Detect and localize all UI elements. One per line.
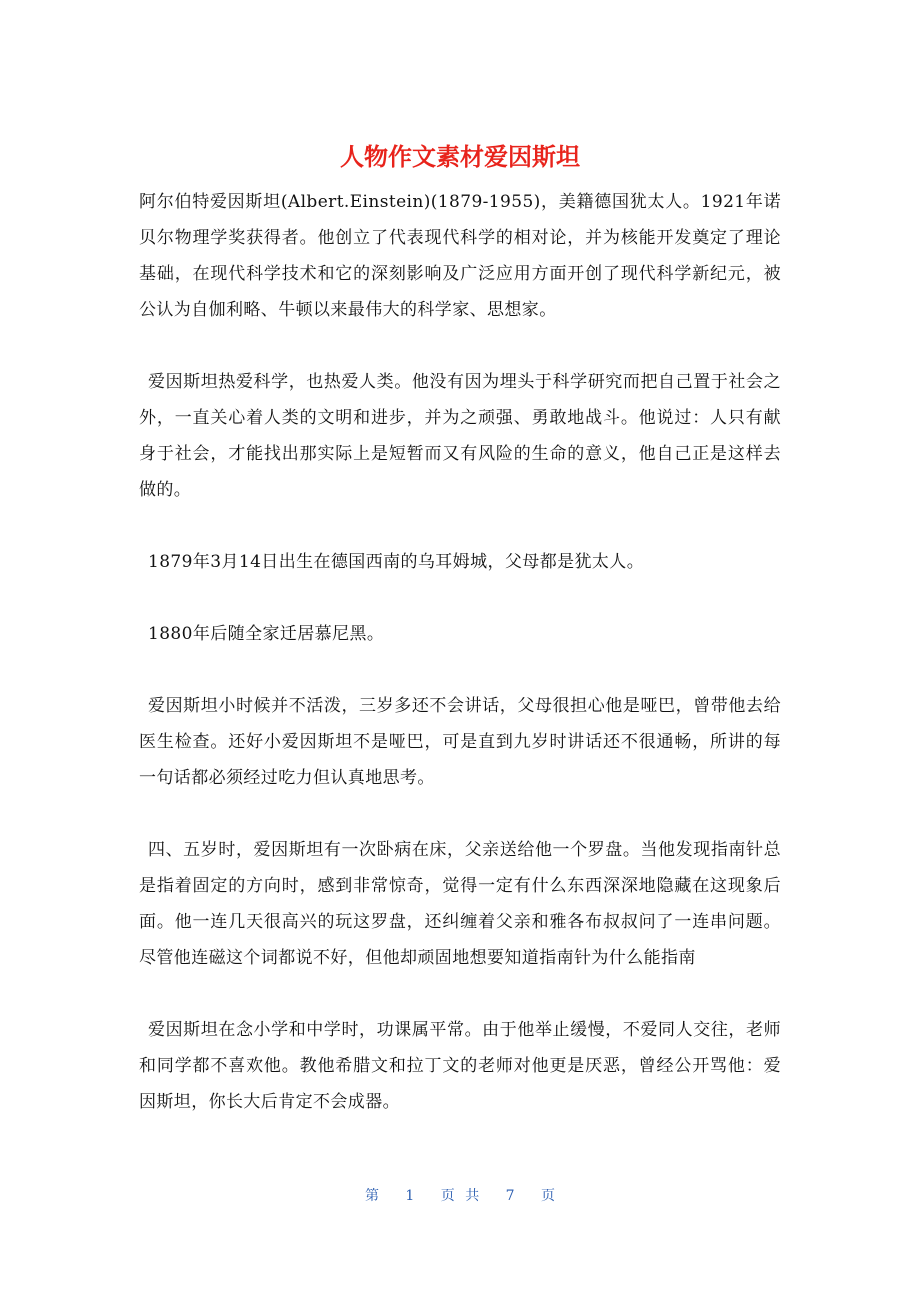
page-footer xyxy=(0,1184,920,1208)
paragraph-love-science: 爱因斯坦热爱科学，也热爱人类。他没有因为埋头于科学研究而把自己置于社会之外，一直关心着人类的文明和进步，并为之顽强、勇敢地战斗。他说过：人只有献身于社会，才能找出那实际上是短暂而又有风险的生命的意义，他自己正是这样去做的。 xyxy=(139,372,781,500)
footer-current-page: 1 xyxy=(405,1188,415,1204)
paragraph-childhood: 爱因斯坦小时候并不活泼，三岁多还不会讲话，父母很担心他是哑巴，曾带他去给医生检查。还好小爱因斯坦不是哑巴，可是直到九岁时讲话还不很通畅，所讲的每一句话都必须经过吃力但认真地思考。 xyxy=(139,696,781,788)
paragraph-compass: 四、五岁时，爱因斯坦有一次卧病在床，父亲送给他一个罗盘。当他发现指南针总是指着固定的方向时，感到非常惊奇，觉得一定有什么东西深深地隐藏在这现象后面。他一连几天很高兴的玩这罗盘，还纠缠着父亲和雅各布叔叔问了一连串问题。尽管他连磁这个词都说不好，但他却顽固地想要知道指南针为什么能指南 xyxy=(139,840,781,968)
document-body xyxy=(139,184,781,1156)
footer-label-end: 页 xyxy=(541,1188,556,1204)
paragraph-move-munich: 1880年后随全家迁居慕尼黑。 xyxy=(148,624,385,644)
paragraph-school: 爱因斯坦在念小学和中学时，功课属平常。由于他举止缓慢，不爱同人交往，老师和同学都不喜欢他。教他希腊文和拉丁文的老师对他更是厌恶，曾经公开骂他：爱因斯坦，你长大后肯定不会成器。 xyxy=(139,1020,781,1112)
footer-label-of: 页 共 xyxy=(440,1188,480,1204)
footer-total-pages: 7 xyxy=(505,1188,515,1204)
paragraph-intro: 阿尔伯特爱因斯坦(Albert.Einstein)(1879-1955)，美籍德国犹太人。1921年诺贝尔物理学奖获得者。他创立了代表现代科学的相对论，并为核能开发奠定了理论基础，在现代科学技术和它的深刻影响及广泛应用方面开创了现代科学新纪元，被公认为自伽利略、牛顿以来最伟大的科学家、思想家。 xyxy=(139,192,781,320)
paragraph-birth: 1879年3月14日出生在德国西南的乌耳姆城，父母都是犹太人。 xyxy=(148,552,645,572)
document-title: 人物作文素材爱因斯坦 xyxy=(340,143,580,171)
footer-label-page: 第 xyxy=(364,1188,379,1204)
